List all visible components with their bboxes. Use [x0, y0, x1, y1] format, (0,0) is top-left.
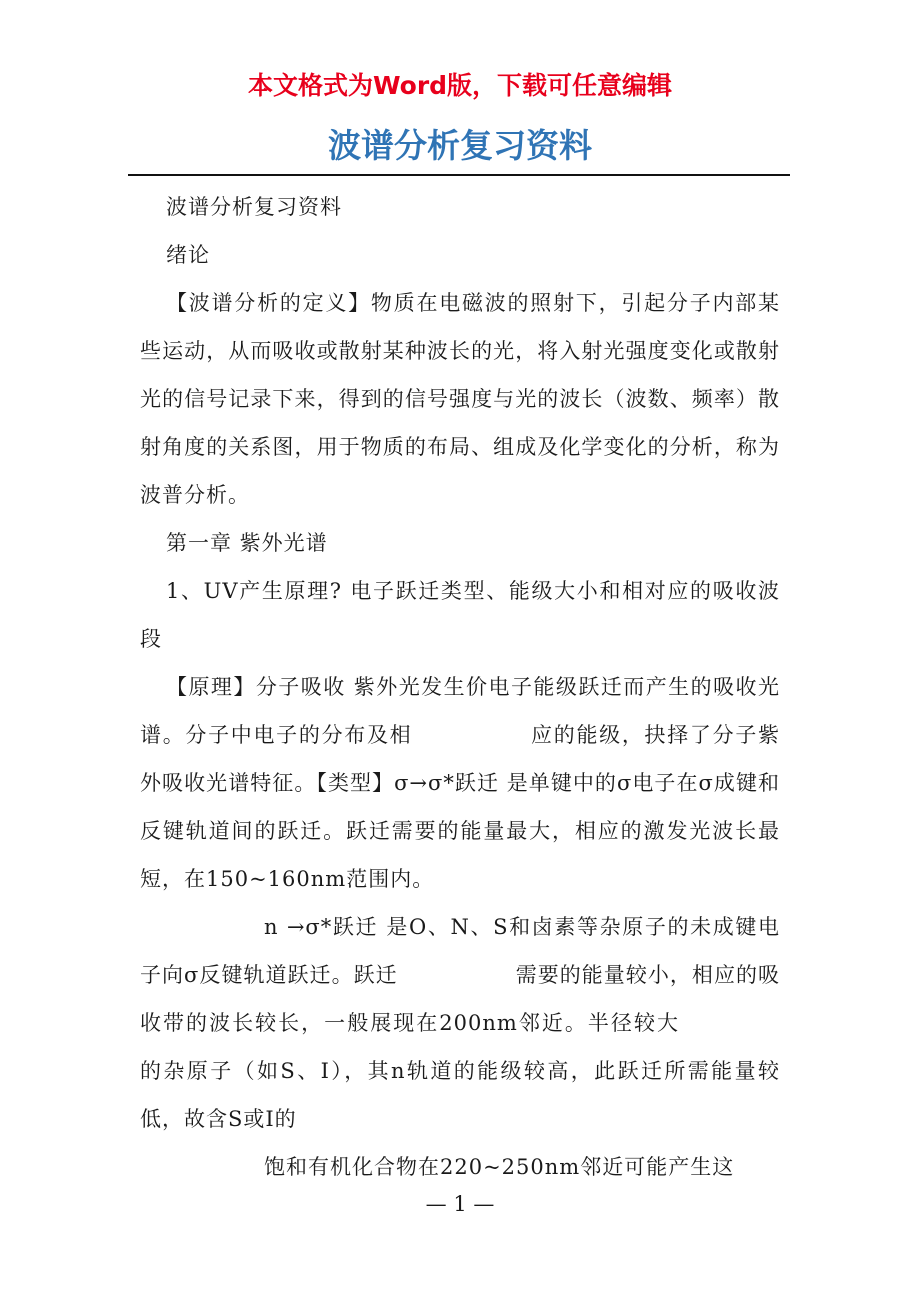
question-paragraph: 1、UV产生原理? 电子跃迁类型、能级大小和相对应的吸收波段 [140, 579, 780, 651]
document-title: 波谱分析复习资料 [328, 126, 592, 165]
principle-text-part1: 【原理】分子吸收 紫外光发生价电子能级跃迁而产生的吸收光谱。分子中电子的分布及相 [140, 675, 780, 747]
body-heading: 波谱分析复习资料 [166, 195, 342, 219]
page-number: — 1 — [425, 1192, 495, 1216]
n-sigma-transition-paragraph [140, 903, 780, 1143]
definition-paragraph: 【波谱分析的定义】物质在电磁波的照射下，引起分子内部某些运动，从而吸收或散射某种波长的光，将入射光强度变化或散射光的信号记录下来，得到的信号强度与光的波长（波数、频率）散射角度的关系图，用于物质的布局、组成及化学变化的分析，称为波普分析。 [140, 291, 780, 507]
header-divider [128, 174, 790, 176]
saturated-compound-paragraph: 饱和有机化合物在220~250nm邻近可能产生这 [264, 1155, 735, 1179]
document-body [140, 183, 780, 1191]
transition-text-part2: 需要的能量较小，相应的吸收带的波长较长，一般展现在200nm邻近。半径较大 [140, 963, 780, 1035]
transition-text-part1: n →σ*跃迁 是O、N、S和卤素等杂原子的未成键电子向σ反键轨道跃迁。跃迁 [140, 915, 780, 987]
transition-text-part3: 的杂原子（如S、I），其n轨道的能级较高，此跃迁所需能量较低，故含S或I的 [140, 1059, 780, 1131]
principle-paragraph [140, 663, 780, 903]
principle-text-part2: 应的能级，抉择了分子紫外吸收光谱特征。【类型】σ→σ*跃迁 是单键中的σ电子在σ成键和反键轨道间的跃迁。跃迁需要的能量最大，相应的激发光波长最短，在150~160nm范围内。 [140, 723, 781, 891]
format-notice-banner: 本文格式为Word版，下载可任意编辑 [247, 71, 673, 100]
section-heading-introduction: 绪论 [166, 243, 210, 267]
chapter-heading: 第一章 紫外光谱 [166, 531, 328, 555]
